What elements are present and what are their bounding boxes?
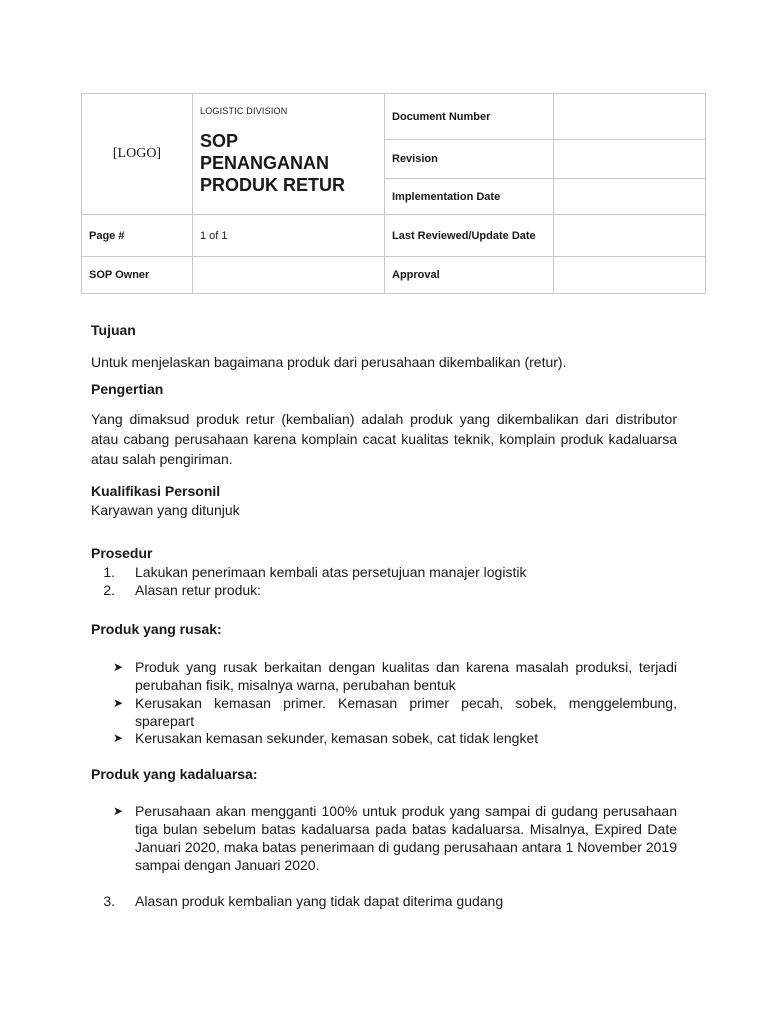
arrow-bullet-icon: ➤: [113, 804, 124, 818]
division-label: LOGISTIC DIVISION: [200, 106, 288, 116]
arrow-bullet-icon: ➤: [113, 696, 124, 710]
page-label: Page #: [82, 215, 193, 257]
list-text: Kerusakan kemasan primer. Kemasan primer pecah, sobek, menggelembung, sparepart: [135, 695, 677, 729]
list-item: [91, 563, 677, 581]
implementation-date-value: [554, 179, 706, 215]
last-reviewed-label: Last Reviewed/Update Date: [385, 215, 554, 257]
prosedur-heading: Prosedur: [91, 545, 153, 561]
list-number: 2.: [103, 582, 115, 598]
kualifikasi-text: Karyawan yang ditunjuk: [91, 502, 240, 518]
title-cell: [193, 94, 385, 215]
rusak-heading: Produk yang rusak:: [91, 621, 222, 637]
list-item: [91, 892, 677, 910]
list-item: [113, 694, 677, 730]
kualifikasi-heading: Kualifikasi Personil: [91, 483, 221, 499]
list-text: Alasan produk kembalian yang tidak dapat diterima gudang: [135, 893, 504, 909]
pengertian-text: Yang dimaksud produk retur (kembalian) adalah produk yang dikembalikan dari distributor atau cabang perusahaan karena komplain cacat kualitas teknik, komplain produk kadaluarsa atau salah pengiriman.: [91, 411, 677, 467]
last-reviewed-value: [554, 215, 706, 257]
implementation-date-label: Implementation Date: [385, 179, 554, 215]
revision-label: Revision: [385, 140, 554, 179]
sop-owner-value: [193, 257, 385, 294]
revision-value: [554, 140, 706, 179]
arrow-bullet-icon: ➤: [113, 660, 124, 674]
approval-value: [554, 257, 706, 294]
list-item: [91, 581, 677, 599]
logo-placeholder: [LOGO]: [82, 94, 193, 215]
arrow-bullet-icon: ➤: [113, 731, 124, 745]
list-text: Alasan retur produk:: [135, 582, 262, 598]
sop-header-table: [81, 93, 706, 294]
list-number: 1.: [103, 564, 115, 580]
list-item: [113, 729, 677, 747]
list-number: 3.: [103, 893, 115, 909]
list-text: Kerusakan kemasan sekunder, kemasan sobek, cat tidak lengket: [135, 730, 539, 746]
list-item: [113, 658, 677, 694]
list-text: Produk yang rusak berkaitan dengan kualitas dan karena masalah produksi, terjadi perubahan fisik, misalnya warna, perubahan bentuk: [135, 659, 677, 693]
document-title: SOP PENANGANAN PRODUK RETUR: [200, 131, 346, 195]
tujuan-text: Untuk menjelaskan bagaimana produk dari perusahaan dikembalikan (retur).: [91, 354, 567, 370]
approval-label: Approval: [385, 257, 554, 294]
pengertian-heading: Pengertian: [91, 381, 164, 397]
page-value: 1 of 1: [193, 215, 385, 257]
document-number-value: [554, 94, 706, 140]
tujuan-heading: Tujuan: [91, 322, 136, 338]
list-text: Lakukan penerimaan kembali atas persetujuan manajer logistik: [135, 564, 527, 580]
kadaluarsa-heading: Produk yang kadaluarsa:: [91, 766, 258, 782]
list-item: [113, 802, 677, 874]
list-text: Perusahaan akan mengganti 100% untuk produk yang sampai di gudang perusahaan tiga bulan sebelum batas kadaluarsa pada batas kadaluarsa. Misalnya, Expired Date Januari 2020, maka batas penerimaan di gudang perusahaan antara 1 November 2019 sampai dengan Januari 2020.: [135, 803, 677, 873]
document-number-label: Document Number: [385, 94, 554, 140]
sop-owner-label: SOP Owner: [82, 257, 193, 294]
